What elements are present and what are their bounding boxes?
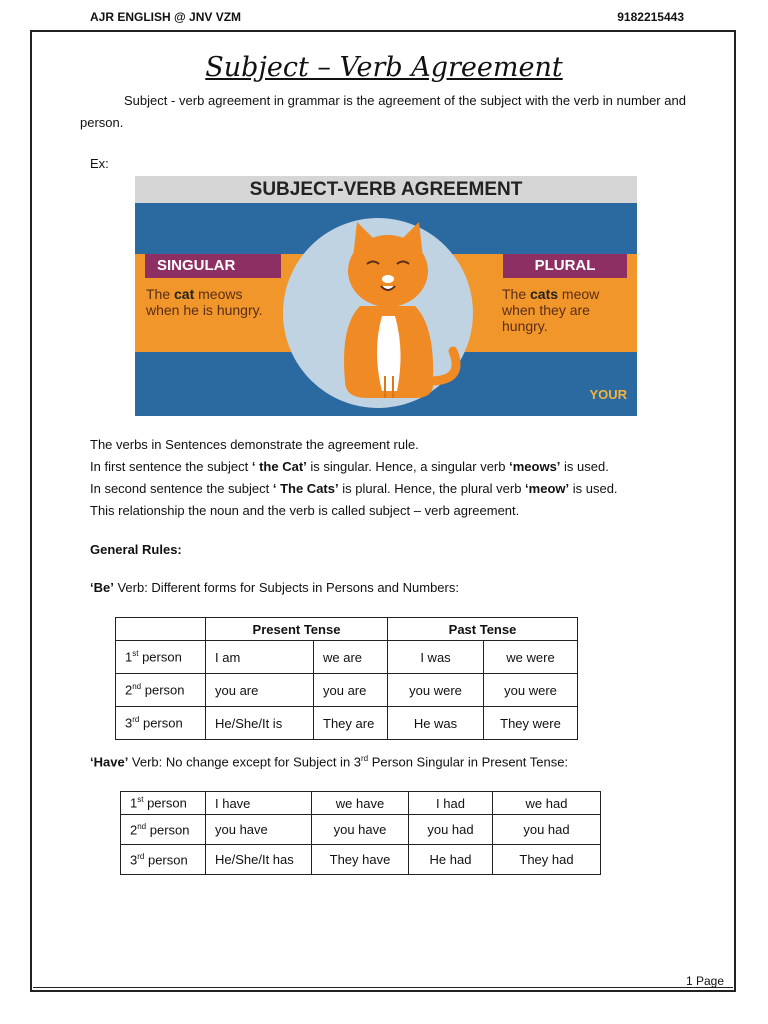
l2a: In first sentence the subject	[90, 459, 252, 474]
header-phone: 9182215443	[617, 10, 684, 24]
l3a: In second sentence the subject	[90, 481, 273, 496]
n: 1	[130, 795, 138, 811]
l: person	[138, 649, 182, 665]
l: person	[141, 682, 185, 698]
table-cell: I am	[206, 641, 314, 674]
n: 1	[125, 649, 133, 665]
s: rd	[132, 715, 140, 725]
l2c: is singular. Hence, a singular verb	[306, 459, 510, 474]
table-cell: we have	[312, 792, 409, 815]
table-cell: He was	[388, 707, 484, 740]
intro-text: Subject - verb agreement in grammar is the agreement of the subject with the verb in number and person.	[80, 93, 686, 130]
table-cell: you are	[314, 674, 388, 707]
singular-pre: The	[146, 286, 175, 302]
l: person	[139, 715, 183, 731]
general-rules-heading: General Rules:	[90, 542, 182, 557]
example-label: Ex:	[90, 156, 109, 171]
table-cell: you have	[206, 815, 312, 845]
past-tense-header: Past Tense	[388, 618, 578, 641]
person-cell	[121, 792, 206, 815]
have-verb-heading	[90, 754, 568, 769]
table-row	[121, 815, 601, 845]
person-cell	[121, 815, 206, 845]
be-verb-heading	[90, 580, 459, 595]
plural-sentence	[502, 286, 627, 334]
s: rd	[137, 851, 145, 861]
l2e: is used.	[560, 459, 609, 474]
singular-label: SINGULAR	[145, 254, 281, 278]
be-verb-table	[115, 617, 578, 740]
be-rest: Verb: Different forms for Subjects in Persons and Numbers:	[113, 580, 459, 595]
table-cell: we are	[314, 641, 388, 674]
singular-post: meows when he is hungry.	[146, 286, 263, 318]
l3e: is used.	[569, 481, 618, 496]
subject-verb-illustration	[135, 176, 637, 416]
present-tense-header: Present Tense	[206, 618, 388, 641]
page-number: 1 Page	[685, 974, 724, 988]
l: person	[146, 822, 190, 838]
table-cell: you have	[312, 815, 409, 845]
l3c: is plural. Hence, the plural verb	[338, 481, 526, 496]
table-cell: you are	[206, 674, 314, 707]
l: person	[143, 795, 187, 811]
plural-pre: The	[502, 286, 531, 302]
person-cell	[121, 845, 206, 875]
have-post: Person Singular in Present Tense:	[368, 754, 569, 770]
explanation	[90, 434, 690, 522]
be-table-header	[116, 618, 578, 641]
l: person	[144, 852, 188, 868]
table-cell: They were	[484, 707, 578, 740]
have-verb-table	[120, 791, 601, 875]
table-cell: He had	[409, 845, 493, 875]
table-cell: you had	[493, 815, 601, 845]
page-title: Subject – Verb Agreement	[205, 52, 563, 83]
explanation-line-4: This relationship the noun and the verb is called subject – verb agreement.	[90, 503, 520, 518]
empty-cell	[116, 618, 206, 641]
singular-sentence	[146, 286, 268, 318]
person-cell	[116, 674, 206, 707]
intro-paragraph	[80, 90, 686, 134]
be-bold: ‘Be’	[90, 580, 114, 595]
plural-label: PLURAL	[503, 254, 627, 278]
singular-bold: cat	[174, 286, 195, 302]
have-pre: Verb: No change except for Subject in 3	[128, 754, 362, 770]
n: 2	[130, 822, 138, 838]
table-cell: They have	[312, 845, 409, 875]
n: 2	[125, 682, 133, 698]
table-cell: I had	[409, 792, 493, 815]
table-cell: we were	[484, 641, 578, 674]
person-cell	[116, 641, 206, 674]
l3b: ‘ The Cats’	[272, 481, 339, 496]
l2b: ‘ the Cat’	[251, 459, 307, 474]
table-cell: He/She/It is	[206, 707, 314, 740]
table-cell: They are	[314, 707, 388, 740]
explanation-line-2	[90, 456, 690, 478]
table-row	[121, 792, 601, 815]
logo: YOUR	[589, 387, 627, 402]
l2d: ‘meows’	[509, 459, 561, 474]
table-cell: I have	[206, 792, 312, 815]
table-cell: He/She/It has	[206, 845, 312, 875]
explanation-line-1: The verbs in Sentences demonstrate the agreement rule.	[90, 437, 419, 452]
table-row	[116, 707, 578, 740]
table-cell: They had	[493, 845, 601, 875]
table-row	[116, 641, 578, 674]
plural-post: meow when they are hungry.	[502, 286, 600, 334]
table-cell: you had	[409, 815, 493, 845]
have-sup: rd	[361, 754, 369, 763]
table-cell: you were	[484, 674, 578, 707]
n: 3	[125, 715, 133, 731]
header-left: AJR ENGLISH @ JNV VZM	[90, 10, 242, 24]
l3d: ‘meow’	[525, 481, 570, 496]
s: nd	[137, 821, 147, 831]
s: nd	[132, 682, 142, 692]
table-cell: you were	[388, 674, 484, 707]
table-row	[116, 674, 578, 707]
s: st	[132, 649, 139, 659]
have-bold: ‘Have’	[90, 754, 129, 770]
s: st	[137, 795, 144, 805]
person-cell	[116, 707, 206, 740]
n: 3	[130, 852, 138, 868]
illustration-banner: SUBJECT-VERB AGREEMENT	[135, 176, 637, 203]
plural-bold: cats	[530, 286, 559, 302]
table-cell: I was	[388, 641, 484, 674]
table-row	[121, 845, 601, 875]
table-cell: we had	[493, 792, 601, 815]
explanation-line-3	[90, 478, 690, 500]
